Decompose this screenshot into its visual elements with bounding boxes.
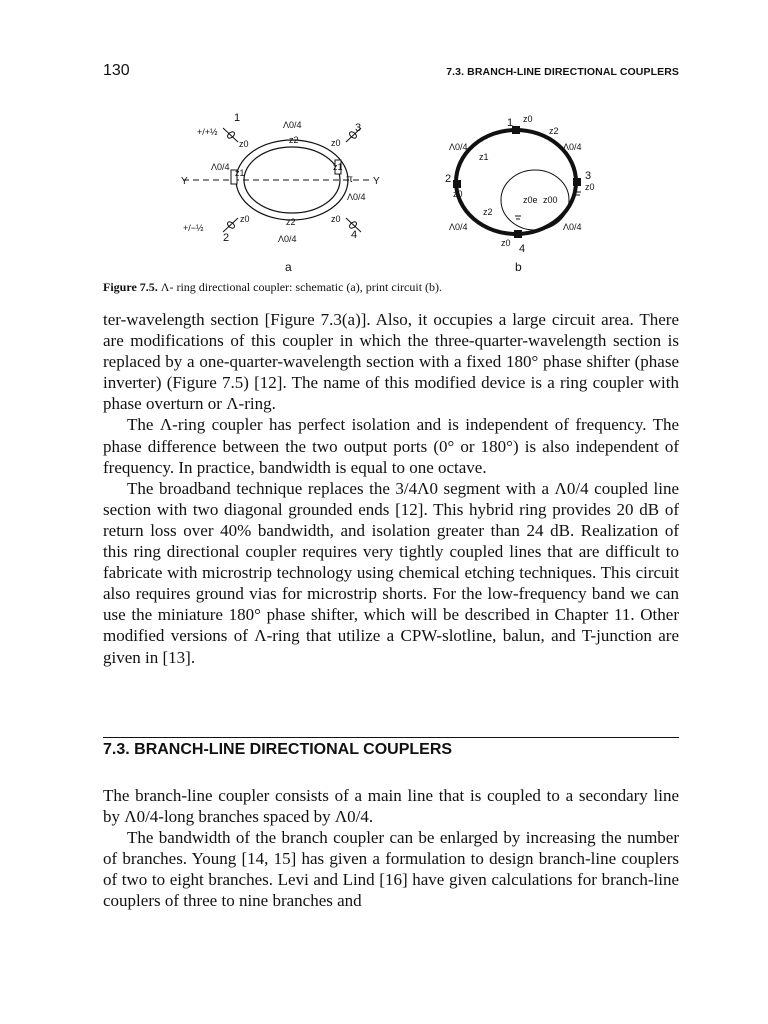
- lambda-bottom-label: Λ0/4: [278, 234, 297, 244]
- paragraph-3: The broadband technique replaces the 3/4Λ0 segment with a Λ0/4 coupled line section with two diagonal grounded ends [12]. This hybrid ring provides 20 dB of return loss over 40% bandwidth, and isolation greater than 24 dB. Realization of this ring directional coupler requires very tightly coupled lines that are difficult to fabricate with microstrip technology using chemical etching techniques. This circuit also requires ground vias for microstrip shorts. For the low-frequency band we can use the miniature 180° phase shifter, which will be described in Chapter 11. Other modified versions of Λ-ring that utilize a CPW-slotline, balun, and T-junction are given in [13].: [103, 478, 679, 667]
- z0-label-a-br: z0: [331, 214, 341, 224]
- lambda-top-label: Λ0/4: [283, 120, 302, 130]
- b-lambda-tl: Λ0/4: [449, 142, 468, 152]
- body-text-bottom: [103, 785, 679, 912]
- panel-a-schematic: [181, 112, 380, 274]
- port-2-line: [223, 218, 238, 232]
- pi-label: π: [346, 174, 353, 185]
- running-head: 7.3. BRANCH-LINE DIRECTIONAL COUPLERS: [446, 66, 679, 78]
- body-text-top: [103, 309, 679, 668]
- z2-label-a-top: z2: [289, 135, 299, 145]
- figure-caption: [103, 280, 679, 295]
- section-rule: [103, 737, 679, 738]
- b-z0-right: z0: [585, 182, 595, 192]
- b-z0-left: z0: [453, 189, 463, 199]
- z1-label-a-right: z1: [333, 162, 343, 172]
- paragraph-2: The Λ-ring coupler has perfect isolation and is independent of frequency. The phase difference between the two output ports (0° or 180°) is also independent of frequency. In practice, bandwidth is equal to one octave.: [103, 415, 679, 477]
- port-3-pad: [573, 178, 581, 186]
- z1-label-a-left: z1: [235, 168, 245, 178]
- b-z0e-label: z0e: [523, 195, 538, 205]
- section-heading: 7.3. BRANCH-LINE DIRECTIONAL COUPLERS: [103, 741, 453, 758]
- panel-b-print-circuit: [445, 114, 595, 274]
- y-left-label: Y: [181, 176, 188, 187]
- z0-label-a-bl: z0: [240, 214, 250, 224]
- phase-bottom-label: +/−½: [183, 223, 204, 233]
- b-z2-left: z2: [483, 207, 493, 217]
- b-port-2-label: 2: [445, 173, 452, 185]
- b-port-4-label: 4: [519, 243, 526, 255]
- b-z0-top: z0: [523, 114, 533, 124]
- b-z2-top: z2: [549, 126, 559, 136]
- port-4-label: 4: [351, 229, 358, 241]
- lambda-right-label: Λ0/4: [347, 192, 366, 202]
- ring-thick: [456, 130, 576, 234]
- caption-text: Λ- ring directional coupler: schematic (a), print circuit (b).: [160, 280, 443, 294]
- b-z1-label: z1: [479, 152, 489, 162]
- page-header: [103, 62, 679, 84]
- port-1-line: [223, 128, 238, 142]
- figure-7-5: [103, 100, 679, 280]
- panel-a-label: a: [285, 260, 292, 274]
- page-number: 130: [103, 62, 130, 79]
- port-2-label: 2: [223, 232, 230, 244]
- b-lambda-bl: Λ0/4: [449, 222, 468, 232]
- b-z0-bottom: z0: [501, 238, 511, 248]
- port-1-label: 1: [234, 112, 241, 124]
- b-z00-label: z00: [543, 195, 558, 205]
- z0-label-a-tl: z0: [239, 139, 249, 149]
- port-2-pad: [453, 180, 461, 188]
- z0-label-a-tr: z0: [331, 138, 341, 148]
- port-1-pad: [512, 126, 520, 134]
- paragraph-4: The branch-line coupler consists of a main line that is coupled to a secondary line by Λ0/4-long branches spaced by Λ0/4.: [103, 786, 679, 827]
- paragraph-5: The bandwidth of the branch coupler can be enlarged by increasing the number of branches. Young [14, 15] has given a formulation to design branch-line couplers of two to eight branches. Levi and Lind [16] have given calculations for branch-line couplers of three to nine branches and: [103, 828, 679, 911]
- caption-label: Figure 7.5.: [103, 280, 158, 294]
- b-lambda-br: Λ0/4: [563, 222, 582, 232]
- b-port-3-label: 3: [585, 170, 592, 182]
- panel-b-label: b: [515, 260, 522, 274]
- figure-diagram: [103, 100, 679, 280]
- port-4-pad: [514, 230, 522, 238]
- lambda-left-label: Λ0/4: [211, 162, 230, 172]
- y-right-label: Y: [373, 176, 380, 187]
- port-3-label: 3: [355, 122, 362, 134]
- z2-label-a-bottom: z2: [286, 217, 296, 227]
- ring-outer: [236, 140, 348, 220]
- paragraph-1: ter-wavelength section [Figure 7.3(a)]. Also, it occupies a large circuit area. There are modifications of this coupler in which the three-quarter-wavelength section is replaced by a one-quarter-wavelength section with a fixed 180° phase shifter (phase inverter) (Figure 7.5) [12]. The name of this modified device is a ring coupler with phase overturn or Λ-ring.: [103, 310, 679, 414]
- b-port-1-label: 1: [507, 117, 514, 129]
- phase-top-label: +/+½: [197, 127, 218, 137]
- b-lambda-tr: Λ0/4: [563, 142, 582, 152]
